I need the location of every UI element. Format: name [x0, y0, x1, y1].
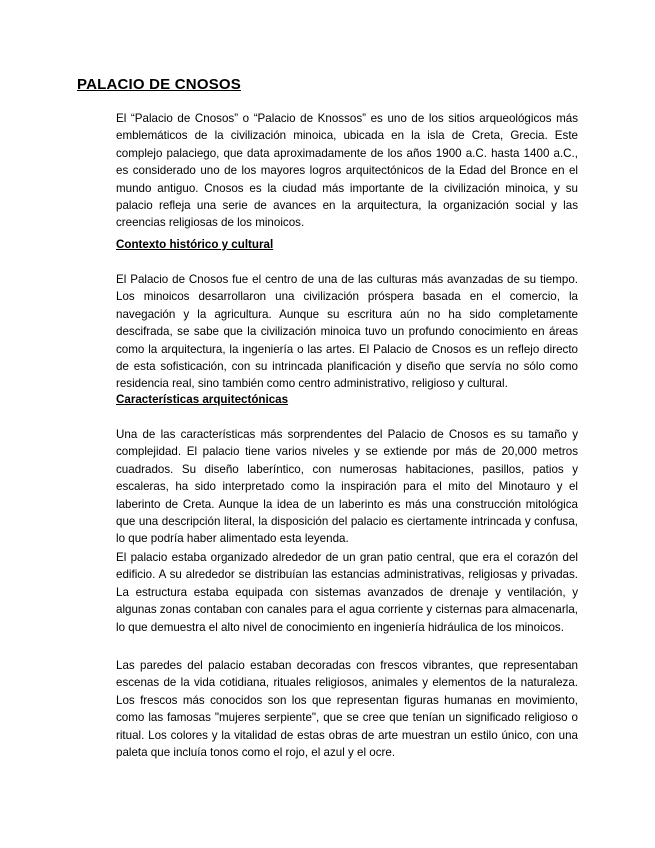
intro-paragraph: El “Palacio de Cnosos” o “Palacio de Knossos” es uno de los sitios arqueológicos más emblemáticos de la civilización minoica, ubicada en la isla de Creta, Grecia. Este complejo palaciego, que data aproximadamente de los años 1900 a.C. hasta 1400 a.C., es considerado uno de los mayores logros arquitectónicos de la Edad del Bronce en el mundo antiguo. Cnosos es la ciudad más importante de la civilización minoica, y su palacio refleja una serie de avances en la arquitectura, la organización social y las creencias religiosas de los minoicos.	[116, 112, 578, 230]
section-context	[116, 236, 578, 253]
architecture-paragraph-1: Una de las características más sorprendentes del Palacio de Cnosos es su tamaño y complejidad. El palacio tiene varios niveles y se extiende por más de 20,000 metros cuadrados. Su diseño laberíntico, con numerosas habitaciones, pasillos, patios y escaleras, ha sido interpretado como la inspiración para el mito del Minotauro y el laberinto de Creta. Aunque la idea de un laberinto es más una construcción mitológica que una descripción literal, la disposición del palacio es ciertamente intrincada y confusa, lo que podría haber alimentado esta leyenda.	[116, 428, 578, 546]
section-heading-context: Contexto histórico y cultural	[116, 238, 274, 251]
architecture-block-3	[116, 657, 578, 761]
section-heading-architecture: Características arquitectónicas	[116, 393, 289, 406]
document-title: PALACIO DE CNOSOS	[77, 76, 241, 93]
architecture-block-2	[116, 549, 578, 636]
section-architecture	[116, 391, 578, 408]
architecture-block-1	[116, 426, 578, 548]
section-context-body	[116, 271, 578, 393]
architecture-paragraph-3: Las paredes del palacio estaban decoradas con frescos vibrantes, que representaban escenas de la vida cotidiana, rituales religiosos, animales y elementos de la naturaleza. Los frescos más conocidos son los que representan figuras humanas en movimiento, como las famosas "mujeres serpiente", que se cree que tenían un significado religioso o ritual. Los colores y la vitalidad de estas obras de arte muestran un estilo único, con una paleta que incluía tonos como el rojo, el azul y el ocre.	[116, 659, 578, 760]
context-paragraph-1: El Palacio de Cnosos fue el centro de una de las culturas más avanzadas de su tiempo. Los minoicos desarrollaron una civilización próspera basada en el comercio, la navegación y la agricultura. Aunque su escritura aún no ha sido completamente descifrada, se sabe que la civilización minoica tuvo un profundo conocimiento en áreas como la arquitectura, la ingeniería o las artes. El Palacio de Cnosos es un reflejo directo de esta sofisticación, con su intrincada planificación y diseño que servía no sólo como residencia real, sino también como centro administrativo, religioso y cultural.	[116, 273, 578, 391]
architecture-paragraph-2: El palacio estaba organizado alrededor de un gran patio central, que era el corazón del edificio. A su alrededor se distribuían las estancias administrativas, religiosas y privadas. La estructura estaba equipada con sistemas avanzados de drenaje y ventilación, y algunas zonas contaban con canales para el agua corriente y cisternas para almacenarla, lo que demuestra el alto nivel de conocimiento en ingeniería hidráulica de los minoicos.	[116, 551, 578, 634]
intro-block	[116, 110, 578, 232]
